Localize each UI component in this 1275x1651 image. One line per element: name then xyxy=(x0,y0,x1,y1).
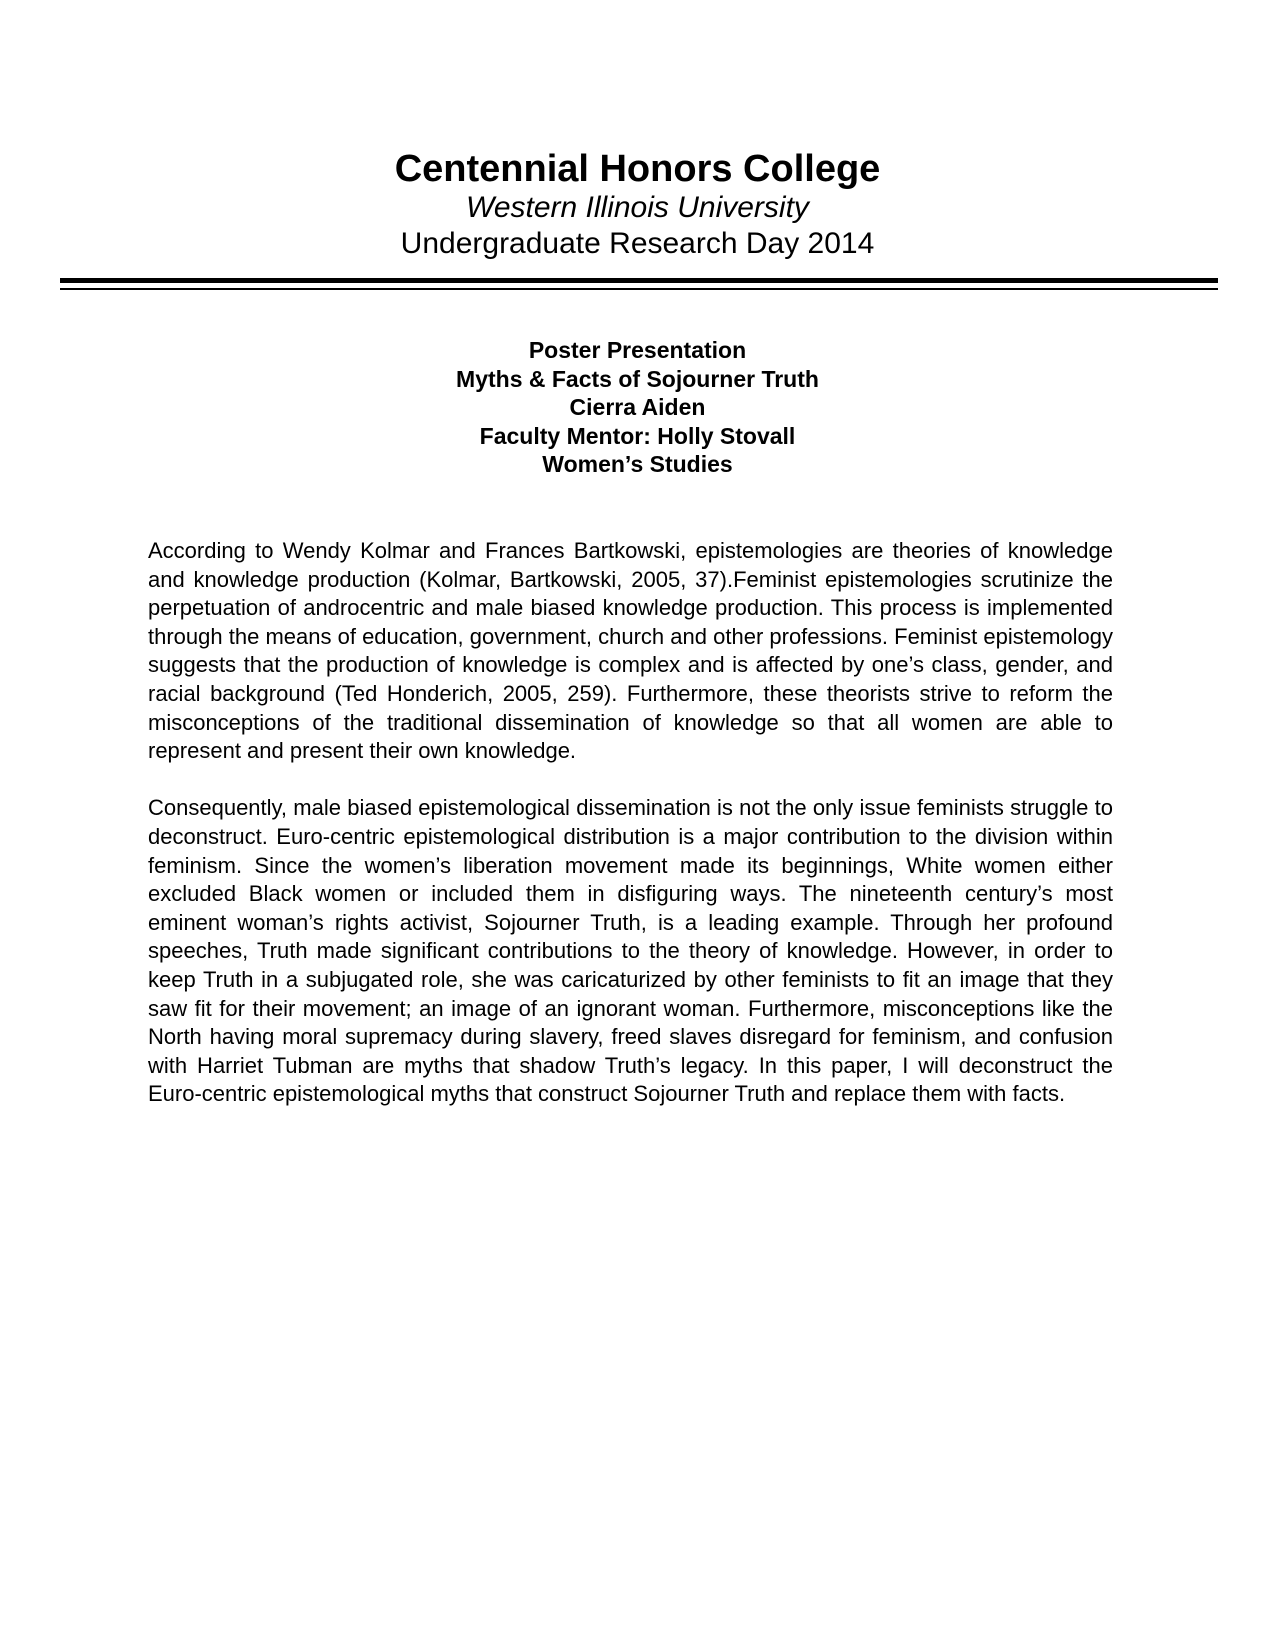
presentation-info xyxy=(0,336,1275,479)
header-rule-thin xyxy=(60,288,1218,290)
presentation-mentor: Faculty Mentor: Holly Stovall xyxy=(479,422,796,449)
presentation-author: Cierra Aiden xyxy=(569,394,706,420)
presentation-type: Poster Presentation xyxy=(528,337,747,363)
presentation-department: Women’s Studies xyxy=(542,451,733,477)
abstract-body xyxy=(148,537,1113,1137)
university-name: Western Illinois University xyxy=(466,191,809,224)
masthead xyxy=(0,148,1275,262)
event-name: Undergraduate Research Day 2014 xyxy=(400,227,875,260)
college-name: Centennial Honors College xyxy=(394,148,881,190)
abstract-paragraph: Consequently, male biased epistemological dissemination is not the only issue feminists struggle to deconstruct. Euro-centric epistemological distribution is a major contribution to the division within feminism. Since the women’s liberation movement made its beginnings, White women either excluded Black women or included them in disfiguring ways. The nineteenth century’s most eminent woman’s rights activist, Sojourner Truth, is a leading example. Through her profound speeches, Truth made significant contributions to the theory of knowledge. However, in order to keep Truth in a subjugated role, she was caricaturized by other feminists to fit an image that they saw fit for their movement; an image of an ignorant woman. Furthermore, misconceptions like the North having moral supremacy during slavery, freed slaves disregard for feminism, and confusion with Harriet Tubman are myths that shadow Truth’s legacy. In this paper, I will deconstruct the Euro-centric epistemological myths that construct Sojourner Truth and replace them with facts. xyxy=(148,795,1113,1107)
abstract-paragraph: According to Wendy Kolmar and Frances Bartkowski, epistemologies are theories of knowledge and knowledge production (Kolmar, Bartkowski, 2005, 37).Feminist epistemologies scrutinize the perpetuation of androcentric and male biased knowledge production. This process is implemented through the means of education, government, church and other professions. Feminist epistemology suggests that the production of knowledge is complex and is affected by one’s class, gender, and racial background (Ted Honderich, 2005, 259). Furthermore, these theorists strive to reform the misconceptions of the traditional dissemination of knowledge so that all women are able to represent and present their own knowledge. xyxy=(148,538,1113,764)
header-rule-thick xyxy=(60,278,1218,283)
presentation-title: Myths & Facts of Sojourner Truth xyxy=(456,365,819,392)
